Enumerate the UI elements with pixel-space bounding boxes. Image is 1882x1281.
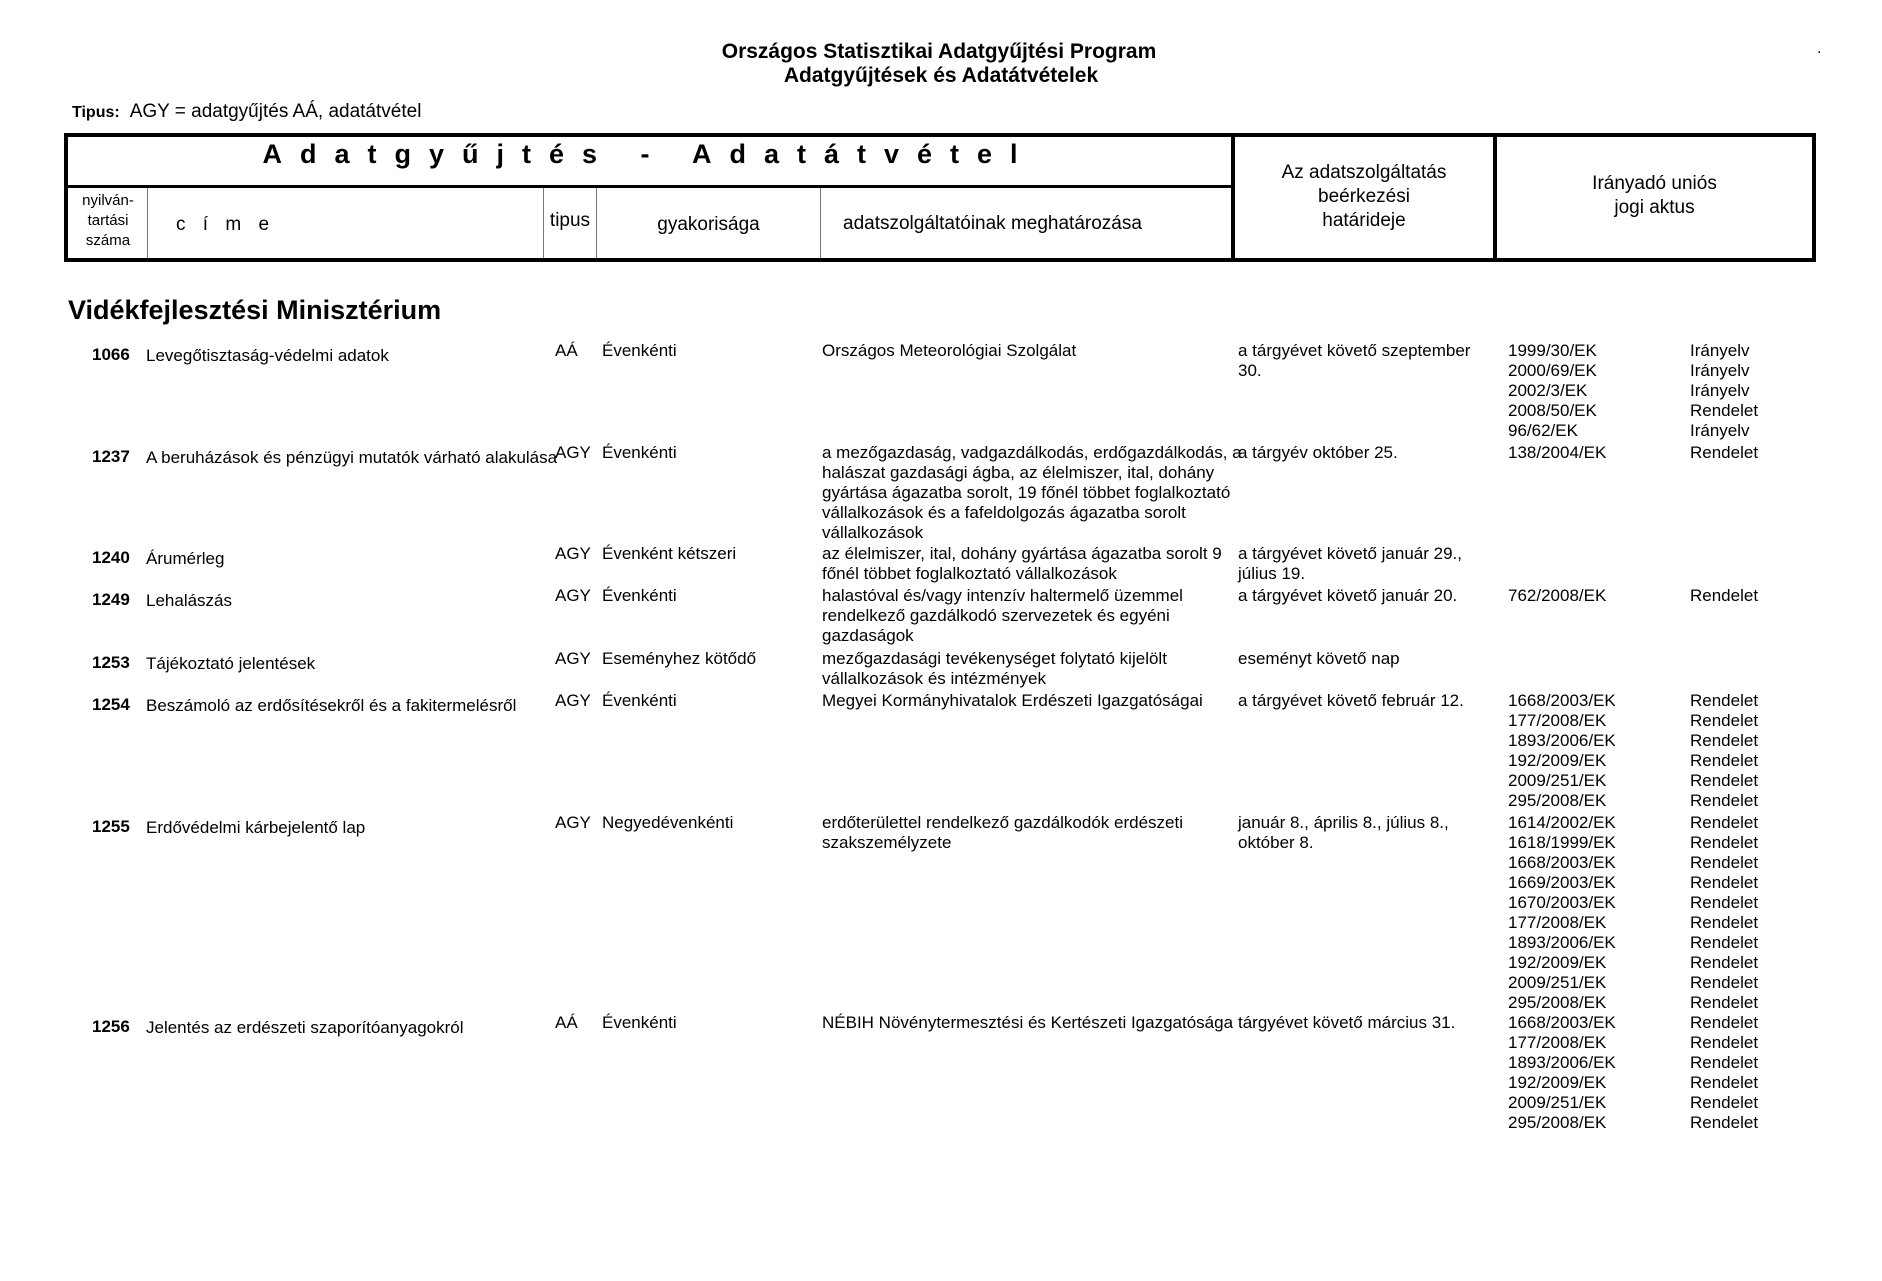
row-frequency: Évenkénti bbox=[602, 341, 677, 360]
row-legal-acts: 1668/2003/EK Rendelet 177/2008/EK Rendelet 1893/2006/EK Rendelet 192/2009/EK Rendelet 2009/251/EK Rendelet 295/2008/EK Rendelet bbox=[1508, 691, 1759, 810]
ministry-heading: Vidékfejlesztési Minisztérium bbox=[68, 295, 442, 325]
row-type: AÁ bbox=[555, 341, 578, 360]
row-frequency: Évenkénti bbox=[602, 586, 677, 605]
header-divider bbox=[820, 188, 821, 258]
tipus-text: AGY = adatgyűjtés AÁ, adatátvétel bbox=[129, 101, 422, 122]
row-title: Beszámoló az erdősítésekről és a fakitermelésről bbox=[146, 696, 517, 715]
table-header bbox=[64, 133, 1816, 262]
row-type: AGY bbox=[555, 813, 591, 832]
row-providers: a mezőgazdaság, vadgazdálkodás, erdőgazdálkodás, a halászat gazdasági ágba, az élelmiszer, ital, dohány gyártása ágazatba sorolt, 19 főnél többet foglalkoztató vállalkozások és a fafeldolgozás ágazatba sorolt vállalkozások bbox=[822, 443, 1242, 542]
row-type: AGY bbox=[555, 544, 591, 563]
col-header-tipus: tipus bbox=[549, 210, 591, 231]
row-legal-acts: 138/2004/EK Rendelet bbox=[1508, 443, 1759, 462]
row-frequency: Évenkénti bbox=[602, 1013, 677, 1032]
col-header-gyak: gyakorisága bbox=[657, 214, 760, 235]
row-number: 1256 bbox=[92, 1017, 130, 1036]
row-title: Jelentés az erdészeti szaporítóanyagokról bbox=[146, 1018, 464, 1037]
corner-mark: . bbox=[1817, 40, 1822, 57]
row-deadline: a tárgyévet követő január 29., július 19. bbox=[1238, 544, 1462, 583]
row-legal-acts: 762/2008/EK Rendelet bbox=[1508, 586, 1759, 605]
row-providers: Országos Meteorológiai Szolgálat bbox=[822, 341, 1077, 360]
row-deadline: a tárgyévet követő január 20. bbox=[1238, 586, 1458, 605]
row-deadline: január 8., április 8., július 8., október 8. bbox=[1238, 813, 1449, 852]
row-deadline: a tárgyévet követő február 12. bbox=[1238, 691, 1464, 710]
row-providers: az élelmiszer, ital, dohány gyártása ágazatba sorolt 9 főnél többet foglalkoztató vállalkozások bbox=[822, 544, 1222, 583]
row-number: 1240 bbox=[92, 548, 130, 567]
row-legal-acts: 1668/2003/EK Rendelet 177/2008/EK Rendelet 1893/2006/EK Rendelet 192/2009/EK Rendelet 2009/251/EK Rendelet 295/2008/EK Rendelet bbox=[1508, 1013, 1759, 1132]
row-providers: erdőterülettel rendelkező gazdálkodók erdészeti szakszemélyzete bbox=[822, 813, 1184, 852]
row-type: AGY bbox=[555, 649, 591, 668]
row-providers: mezőgazdasági tevékenységet folytató kijelölt vállalkozások és intézmények bbox=[822, 649, 1167, 688]
col-header-num: nyilván- tartási száma bbox=[82, 192, 134, 249]
row-providers: halastóval és/vagy intenzív haltermelő üzemmel rendelkező gazdálkodó szervezetek és egyéni gazdaságok bbox=[822, 586, 1183, 645]
row-title: Erdővédelmi kárbejelentő lap bbox=[146, 818, 366, 837]
header-divider bbox=[68, 185, 1231, 188]
col-header-cim: c í m e bbox=[176, 214, 276, 235]
header-divider bbox=[147, 188, 148, 258]
row-number: 1237 bbox=[92, 447, 130, 466]
row-deadline: a tárgyév október 25. bbox=[1238, 443, 1398, 462]
row-title: Levegőtisztaság-védelmi adatok bbox=[146, 346, 389, 365]
tipus-legend bbox=[72, 101, 421, 123]
row-legal-acts: 1614/2002/EK Rendelet 1618/1999/EK Rendelet 1668/2003/EK Rendelet 1669/2003/EK Rendelet 1670/2003/EK Rendelet 177/2008/EK Rendelet 1893/2006/EK Rendelet 192/2009/EK Rendelet 2009/251/EK Rendelet 295/2008/EK Rendelet bbox=[1508, 813, 1759, 1012]
row-number: 1255 bbox=[92, 817, 130, 836]
page-title: Országos Statisztikai Adatgyűjtési Program bbox=[721, 40, 1157, 63]
row-title: Tájékoztató jelentések bbox=[146, 654, 316, 673]
row-frequency: Évenként kétszeri bbox=[602, 544, 737, 563]
row-title: Lehalászás bbox=[146, 591, 233, 610]
row-legal-acts: 1999/30/EK Irányelv 2000/69/EK Irányelv 2002/3/EK Irányelv 2008/50/EK Rendelet 96/62/EK Irányelv bbox=[1508, 341, 1759, 440]
row-deadline: tárgyévet követő március 31. bbox=[1238, 1013, 1456, 1032]
row-frequency: Évenkénti bbox=[602, 443, 677, 462]
row-frequency: Negyedévenkénti bbox=[602, 813, 734, 832]
row-title: Árumérleg bbox=[146, 549, 225, 568]
row-deadline: a tárgyévet követő szeptember 30. bbox=[1238, 341, 1471, 380]
tipus-label: Tipus: bbox=[72, 104, 120, 121]
row-number: 1254 bbox=[92, 695, 130, 714]
table-header-title: Adatgyűjtés - Adatátvétel bbox=[262, 139, 1036, 169]
row-type: AGY bbox=[555, 443, 591, 462]
col-header-adat: adatszolgáltatóinak meghatározása bbox=[843, 213, 1142, 234]
row-providers: Megyei Kormányhivatalok Erdészeti Igazgatóságai bbox=[822, 691, 1203, 710]
row-frequency: Eseményhez kötődő bbox=[602, 649, 757, 668]
row-number: 1066 bbox=[92, 345, 130, 364]
row-type: AGY bbox=[555, 586, 591, 605]
row-providers: NÉBIH Növénytermesztési és Kertészeti Igazgatósága bbox=[822, 1013, 1234, 1032]
row-deadline: eseményt követő nap bbox=[1238, 649, 1400, 668]
col-header-jogi: Irányadó uniós jogi aktus bbox=[1592, 173, 1717, 218]
col-header-hat: Az adatszolgáltatás beérkezési határideje bbox=[1281, 162, 1447, 231]
row-number: 1249 bbox=[92, 590, 130, 609]
page-subtitle: Adatgyűjtések és Adatátvételek bbox=[783, 64, 1099, 87]
row-title: A beruházások és pénzügyi mutatók várható alakulása bbox=[146, 448, 558, 467]
row-type: AÁ bbox=[555, 1013, 578, 1032]
row-type: AGY bbox=[555, 691, 591, 710]
row-number: 1253 bbox=[92, 653, 130, 672]
row-frequency: Évenkénti bbox=[602, 691, 677, 710]
